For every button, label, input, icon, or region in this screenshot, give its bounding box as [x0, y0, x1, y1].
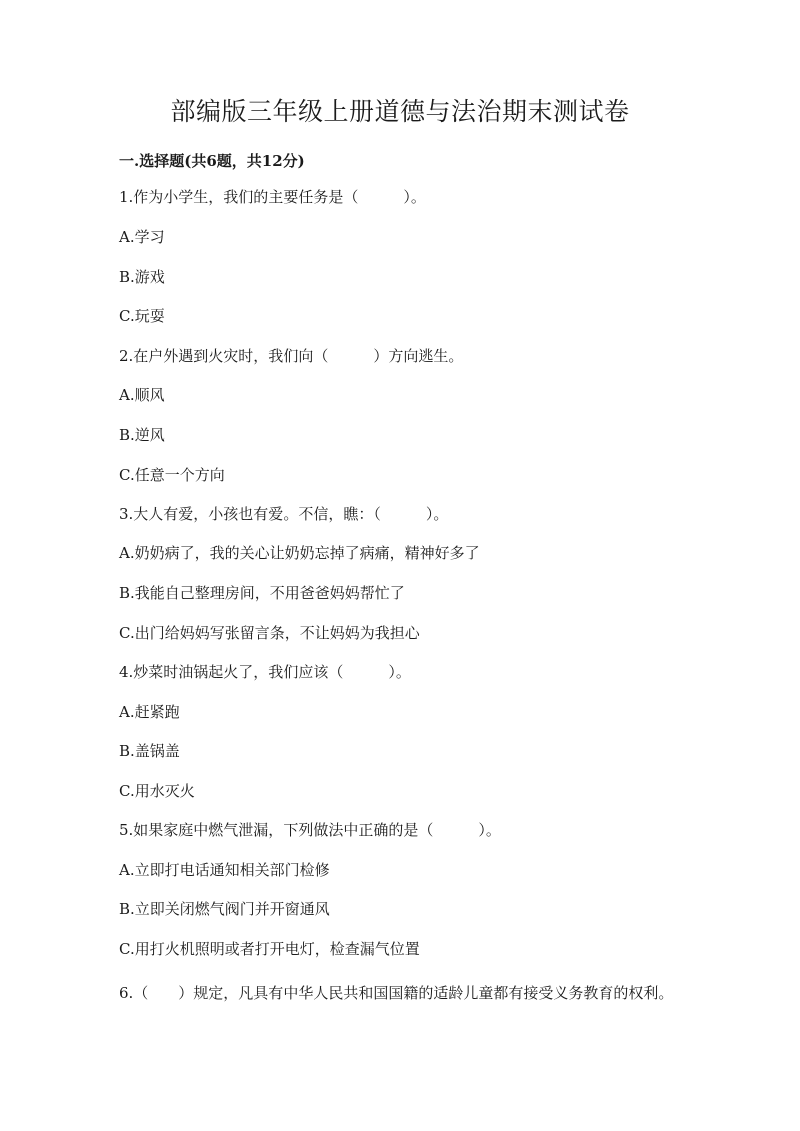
answer-option: B.逆风	[119, 426, 165, 444]
answer-option: C.用水灭火	[119, 782, 195, 800]
answer-option: B.游戏	[119, 268, 165, 286]
answer-option: B.立即关闭燃气阀门并开窗通风	[119, 900, 330, 918]
answer-option: C.用打火机照明或者打开电灯，检查漏气位置	[119, 940, 420, 958]
answer-option: C.出门给妈妈写张留言条，不让妈妈为我担心	[119, 624, 420, 642]
question-stem: 5.如果家庭中燃气泄漏，下列做法中正确的是（ ）。	[119, 821, 501, 839]
answer-option: B.我能自己整理房间，不用爸爸妈妈帮忙了	[119, 584, 405, 602]
question-stem: 2.在户外遇到火灾时，我们向（ ）方向逃生。	[119, 347, 464, 365]
answer-option: C.玩耍	[119, 307, 165, 325]
answer-option: C.任意一个方向	[119, 466, 225, 484]
section-heading: 一.选择题(共6题，共12分)	[119, 152, 305, 170]
answer-option: B.盖锅盖	[119, 742, 180, 760]
answer-option: A.学习	[119, 228, 165, 246]
answer-option: A.赶紧跑	[119, 703, 180, 721]
answer-option: A.奶奶病了，我的关心让奶奶忘掉了病痛，精神好多了	[119, 544, 480, 562]
question-stem: 3.大人有爱，小孩也有爱。不信，瞧：（ ）。	[119, 505, 449, 523]
answer-option: A.顺风	[119, 386, 165, 404]
question-stem: 1.作为小学生，我们的主要任务是（ ）。	[119, 188, 426, 206]
answer-option: A.立即打电话通知相关部门检修	[119, 861, 330, 879]
question-stem: 6.（ ）规定，凡具有中华人民共和国国籍的适龄儿童都有接受义务教育的权利。	[119, 984, 674, 1002]
question-stem: 4.炒菜时油锅起火了，我们应该（ ）。	[119, 663, 411, 681]
page-title: 部编版三年级上册道德与法治期末测试卷	[170, 97, 630, 126]
